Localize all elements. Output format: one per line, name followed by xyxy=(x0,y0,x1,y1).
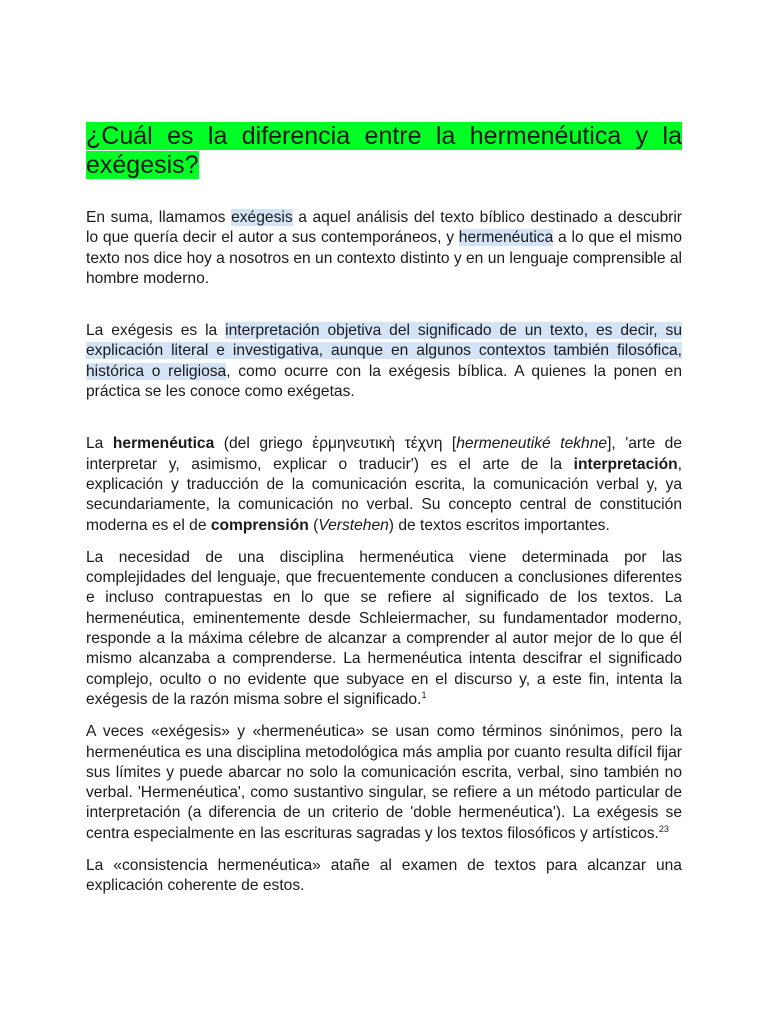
highlight-exegesis: exégesis xyxy=(231,209,293,226)
paragraph-exegesis-summary xyxy=(86,208,682,289)
text-run: , como ocurre con la exégesis bíblica. A quienes la ponen en práctica se les conoce como exégetas. xyxy=(86,362,682,401)
bold-interpretacion: interpretación xyxy=(573,455,678,473)
footnote-ref-1: 1 xyxy=(421,689,427,700)
text-run: En suma, llamamos xyxy=(86,209,232,226)
text-run: La necesidad de una disciplina hermenéutica viene determinada por las complejidades del lenguaje, que frecuentemente conducen a conclusiones diferentes e incluso contrapuestas en lo que se refiere al significado de los textos. La hermenéutica, eminentemente desde Schleiermacher, su fundamentador moderno, responde a la máxima célebre de alcanzar a comprender al autor mejor de lo que él mismo alcanzaba a comprenderse. La hermenéutica intenta descifrar el significado complejo, oculto o no evidente que subyace en el discurso y, a este fin, intenta la exégesis de la razón misma sobre el significado. xyxy=(86,548,682,708)
text-run: La exégesis es la xyxy=(86,322,226,340)
text-run: (del griego ἑρμηνευτικὴ τέχνη [ xyxy=(214,435,457,453)
bold-comprension: comprensión xyxy=(210,516,309,534)
paragraph-hermeneutica-definition xyxy=(86,434,682,535)
text-run: a lo que el mismo texto nos dice hoy a nosotros en un contexto distinto y en un lenguaje comprensible al hombre moderno. xyxy=(86,229,682,287)
title-highlight: ¿Cuál es la diferencia entre la hermenéutica y la exégesis? xyxy=(86,122,682,179)
footnote-ref-23: 23 xyxy=(658,823,669,834)
paragraph-consistencia xyxy=(86,856,682,897)
paragraph-exegesis-definition xyxy=(86,321,682,402)
text-run: La «consistencia hermenéutica» atañe al examen de textos para alcanzar una explicación coherente de estos. xyxy=(86,857,682,895)
paragraph-necesidad xyxy=(86,548,682,710)
text-run: La xyxy=(86,435,113,453)
text-run: ( xyxy=(308,516,319,534)
text-run: a aquel análisis del texto bíblico destinado a descubrir lo que quería decir el autor a sus contemporáneos, y xyxy=(86,209,683,247)
paragraph-sinonimos xyxy=(86,722,682,844)
text-run: , explicación y traducción de la comunicación escrita, la comunicación verbal y, ya secundariamente, la comunicación no verbal. Su concepto central de constitución moderna es el de xyxy=(86,455,682,534)
text-run: A veces «exégesis» y «hermenéutica» se usan como términos sinónimos, pero la hermenéutica es una disciplina metodológica más amplia por cuanto resulta difícil fijar sus límites y puede abarcar no solo la comunicación escrita, verbal, sino también no verbal. 'Hermenéutica', como sustantivo singular, se refiere a un método particular de interpretación (a diferencia de un criterio de 'doble hermenéutica'). La exégesis se centra especialmente en las escrituras sagradas y los textos filosóficos y artísticos. xyxy=(86,723,682,842)
text-run: ) de textos escritos importantes. xyxy=(388,516,610,534)
bold-hermeneutica: hermenéutica xyxy=(112,435,215,453)
italic-verstehen: Verstehen xyxy=(318,516,389,534)
document-title xyxy=(86,122,682,180)
highlight-definition: interpretación objetiva del significado de un texto, es decir, su explicación literal e investigativa, aunque en algunos contextos también filosófica, histórica o religiosa xyxy=(86,322,682,380)
italic-greek-term: hermeneutiké tekhne xyxy=(456,435,608,453)
highlight-hermeneutica: hermenéutica xyxy=(458,229,554,247)
text-run: ], 'arte de interpretar y, asimismo, explicar o traducir') es el arte de la xyxy=(86,435,682,473)
